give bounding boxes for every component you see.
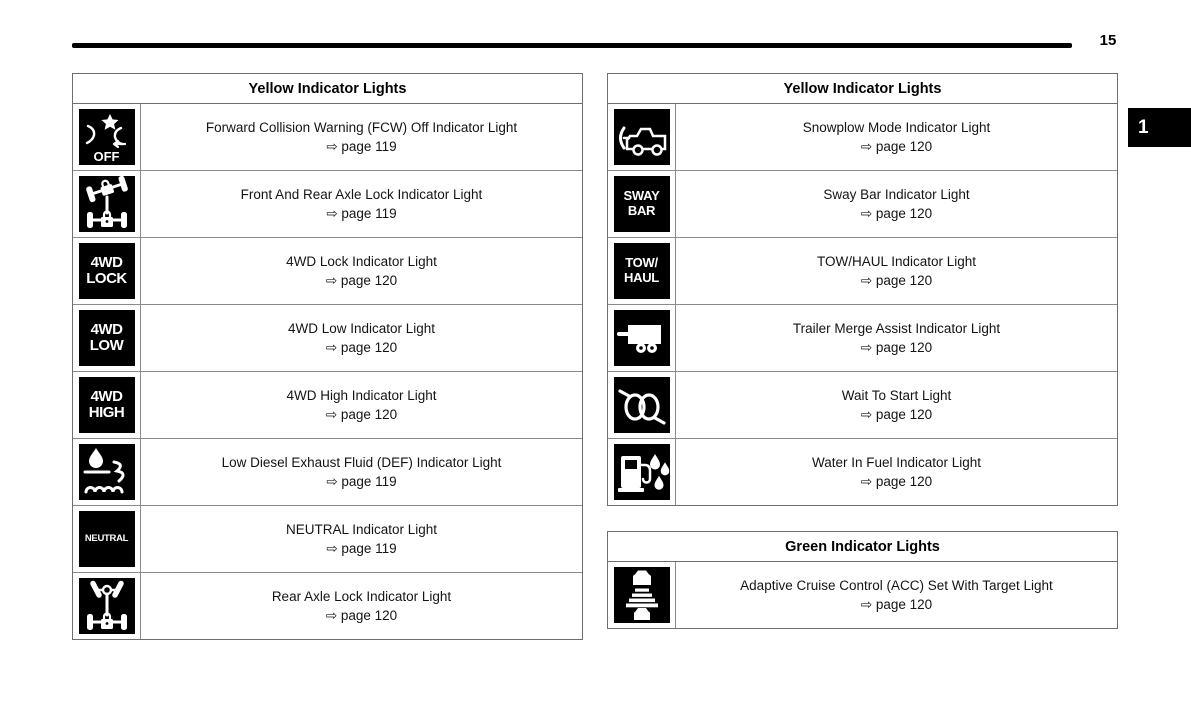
row-title: Forward Collision Warning (FCW) Off Indicator Light xyxy=(205,119,518,135)
table-row xyxy=(608,104,1117,171)
row-title: Low Diesel Exhaust Fluid (DEF) Indicator Light xyxy=(221,454,502,470)
row-title: Wait To Start Light xyxy=(841,387,952,403)
table-title: Yellow Indicator Lights xyxy=(73,74,582,104)
page-reference-link[interactable]: ⇨ page 119 xyxy=(326,473,397,489)
page-reference-link[interactable]: ⇨ page 120 xyxy=(860,339,933,355)
trailer-merge-assist-icon xyxy=(614,310,670,366)
tow-haul-icon: TOW/ HAUL xyxy=(614,243,670,299)
page-reference-link[interactable]: ⇨ page 120 xyxy=(860,205,933,221)
front-rear-axle-lock-icon xyxy=(79,176,135,232)
table-row xyxy=(73,439,582,506)
rear-axle-lock-icon xyxy=(79,578,135,634)
table-row xyxy=(608,171,1117,238)
table-row xyxy=(73,104,582,171)
page-reference-link[interactable]: ⇨ page 119 xyxy=(326,205,397,221)
water-in-fuel-icon xyxy=(614,444,670,500)
table-row xyxy=(73,573,582,639)
section-tab-label: 1 xyxy=(1138,116,1149,138)
page-reference-link[interactable]: ⇨ page 120 xyxy=(860,406,933,422)
row-title: Sway Bar Indicator Light xyxy=(823,186,970,202)
table-row xyxy=(608,439,1117,505)
low-def-icon xyxy=(79,444,135,500)
row-title: Rear Axle Lock Indicator Light xyxy=(271,588,452,604)
row-title: Adaptive Cruise Control (ACC) Set With Target Light xyxy=(740,577,1053,593)
neutral-icon: NEUTRAL xyxy=(79,511,135,567)
row-title: NEUTRAL Indicator Light xyxy=(285,521,438,537)
page-reference-link[interactable]: ⇨ page 120 xyxy=(325,339,398,355)
page-reference-link[interactable]: ⇨ page 120 xyxy=(860,138,933,154)
table-row xyxy=(608,238,1117,305)
wait-to-start-icon xyxy=(614,377,670,433)
acc-set-with-target-icon xyxy=(614,567,670,623)
table-row xyxy=(73,372,582,439)
page-reference-link[interactable]: ⇨ page 120 xyxy=(325,406,398,422)
4wd-low-icon: 4WD LOW xyxy=(79,310,135,366)
4wd-lock-icon: 4WD LOCK xyxy=(79,243,135,299)
row-title: Trailer Merge Assist Indicator Light xyxy=(792,320,1001,336)
row-title: Water In Fuel Indicator Light xyxy=(811,454,982,470)
row-title: 4WD High Indicator Light xyxy=(286,387,437,403)
page-reference-link[interactable]: ⇨ page 120 xyxy=(860,272,933,288)
fcw-off-icon: OFF xyxy=(79,109,135,165)
sway-bar-icon: SWAY BAR xyxy=(614,176,670,232)
header-rule xyxy=(72,43,1072,48)
table-row xyxy=(73,506,582,573)
green-indicator-table xyxy=(607,531,1118,629)
page-reference-link[interactable]: ⇨ page 120 xyxy=(325,272,398,288)
page-reference-link[interactable]: ⇨ page 120 xyxy=(860,596,933,612)
page-reference-link[interactable]: ⇨ page 120 xyxy=(325,607,398,623)
row-title: 4WD Low Indicator Light xyxy=(287,320,436,336)
table-row xyxy=(608,562,1117,628)
snowplow-mode-icon xyxy=(614,109,670,165)
yellow-indicator-table-right xyxy=(607,73,1118,506)
row-title: 4WD Lock Indicator Light xyxy=(286,253,437,269)
page-reference-link[interactable]: ⇨ page 120 xyxy=(860,473,933,489)
row-title: TOW/HAUL Indicator Light xyxy=(816,253,977,269)
yellow-indicator-table-left xyxy=(72,73,583,640)
table-row xyxy=(608,305,1117,372)
4wd-high-icon: 4WD HIGH xyxy=(79,377,135,433)
page-number: 15 xyxy=(1099,32,1117,49)
table-title: Green Indicator Lights xyxy=(608,532,1117,562)
row-title: Snowplow Mode Indicator Light xyxy=(802,119,991,135)
table-row xyxy=(73,305,582,372)
table-title: Yellow Indicator Lights xyxy=(608,74,1117,104)
row-title: Front And Rear Axle Lock Indicator Light xyxy=(240,186,483,202)
page-reference-link[interactable]: ⇨ page 119 xyxy=(326,138,397,154)
table-row xyxy=(73,171,582,238)
section-tab xyxy=(1128,108,1191,147)
table-row xyxy=(608,372,1117,439)
page-reference-link[interactable]: ⇨ page 119 xyxy=(326,540,397,556)
table-row xyxy=(73,238,582,305)
